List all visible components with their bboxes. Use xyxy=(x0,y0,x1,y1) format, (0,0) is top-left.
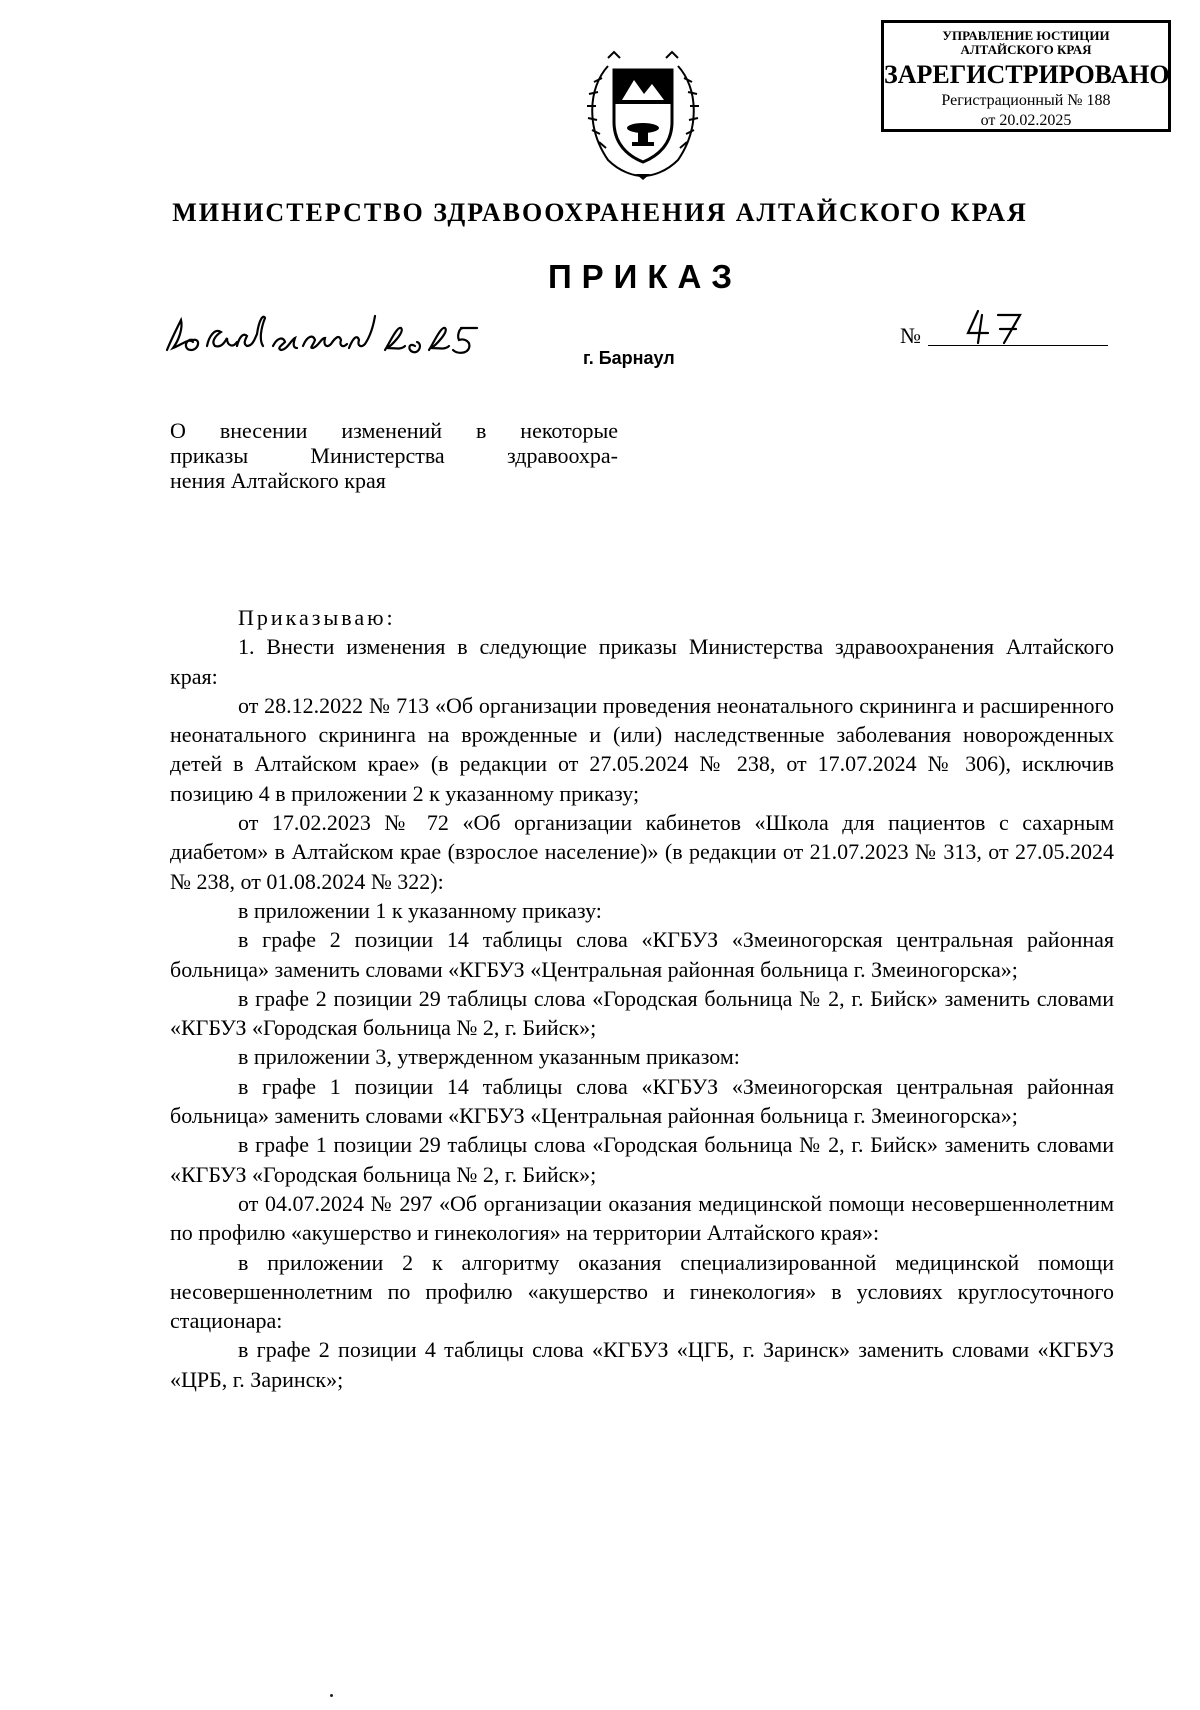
stamp-registered: ЗАРЕГИСТРИРОВАНО xyxy=(884,60,1170,89)
ministry-name: МИНИСТЕРСТВО ЗДРАВООХРАНЕНИЯ АЛТАЙСКОГО КРАЯ xyxy=(172,198,1028,227)
body-paragraph: в графе 2 позиции 29 таблицы слова «Городская больница № 2, г. Бийск» заменить словами «КГБУЗ «Городская больница № 2, г. Бийск»; xyxy=(170,985,1114,1041)
stamp-reg-number: Регистрационный № 188 xyxy=(941,92,1111,109)
body-paragraph: в приложении 2 к алгоритму оказания специализированной медицинской помощи несовершеннолетним по профилю «акушерство и гинекология» в условиях круглосуточного стационара: xyxy=(170,1249,1114,1334)
body-paragraph: от 28.12.2022 № 713 «Об организации проведения неонатального скрининга и расширенного неонатального скрининга на врожденные и (или) наследственные заболевания новорожденных детей в Алтайском крае» (в редакции от 27.05.2024 № 238, от 17.07.2024 № 306), исключив позицию 4 в приложении 2 к указанному приказу; xyxy=(170,692,1114,806)
order-body xyxy=(170,603,1114,1394)
body-paragraph: в графе 1 позиции 14 таблицы слова «КГБУЗ «Змеиногорская центральная районная больница» заменить словами «КГБУЗ «Центральная районная больница г. Змеиногорска»; xyxy=(170,1073,1114,1129)
order-number-label: № xyxy=(900,323,921,348)
order-directive: Приказываю: xyxy=(238,605,396,630)
subject-line: приказы Министерства здравоохра- xyxy=(170,443,618,468)
document-title: ПРИКАЗ xyxy=(547,258,743,295)
body-paragraph: от 17.02.2023 № 72 «Об организации кабинетов «Школа для пациентов с сахарным диабетом» в Алтайском крае (взрослое население)» (в редакции от 21.07.2023 № 313, от 27.05.2024 № 238, от 01.08.2024 № 322): xyxy=(170,810,1114,894)
handwritten-date xyxy=(163,306,493,358)
registration-stamp xyxy=(881,20,1171,132)
body-paragraph: в графе 2 позиции 14 таблицы слова «КГБУЗ «Змеиногорская центральная районная больница» заменить словами «КГБУЗ «Центральная районная больница г. Змеиногорска»; xyxy=(170,927,1114,982)
order-subject xyxy=(170,418,618,493)
stamp-reg-date: от 20.02.2025 xyxy=(980,112,1072,129)
coat-of-arms-icon xyxy=(578,48,708,184)
scan-artifact xyxy=(330,1694,333,1697)
stamp-authority-line1: УПРАВЛЕНИЕ ЮСТИЦИИ xyxy=(942,28,1110,43)
subject-line: О внесении изменений в некоторые xyxy=(170,418,618,443)
handwritten-order-number xyxy=(960,305,1040,349)
body-paragraph: в приложении 1 к указанному приказу: xyxy=(238,897,602,923)
body-paragraph: 1. Внести изменения в следующие приказы Министерства здравоохранения Алтайского края: xyxy=(170,634,1114,689)
subject-line: нения Алтайского края xyxy=(170,468,386,493)
city: г. Барнаул xyxy=(583,348,675,368)
body-paragraph: от 04.07.2024 № 297 «Об организации оказания медицинской помощи несовершеннолетним по профилю «акушерство и гинекология» на территории Алтайского края»: xyxy=(170,1190,1114,1246)
body-paragraph: в приложении 3, утвержденном указанным приказом: xyxy=(238,1044,740,1070)
body-paragraph: в графе 2 позиции 4 таблицы слова «КГБУЗ «ЦГБ, г. Заринск» заменить словами «КГБУЗ «ЦРБ, г. Заринск»; xyxy=(170,1337,1114,1392)
stamp-authority-line2: АЛТАЙСКОГО КРАЯ xyxy=(960,42,1092,57)
body-paragraph: в графе 1 позиции 29 таблицы слова «Городская больница № 2, г. Бийск» заменить словами «КГБУЗ «Городская больница № 2, г. Бийск»; xyxy=(170,1132,1114,1187)
